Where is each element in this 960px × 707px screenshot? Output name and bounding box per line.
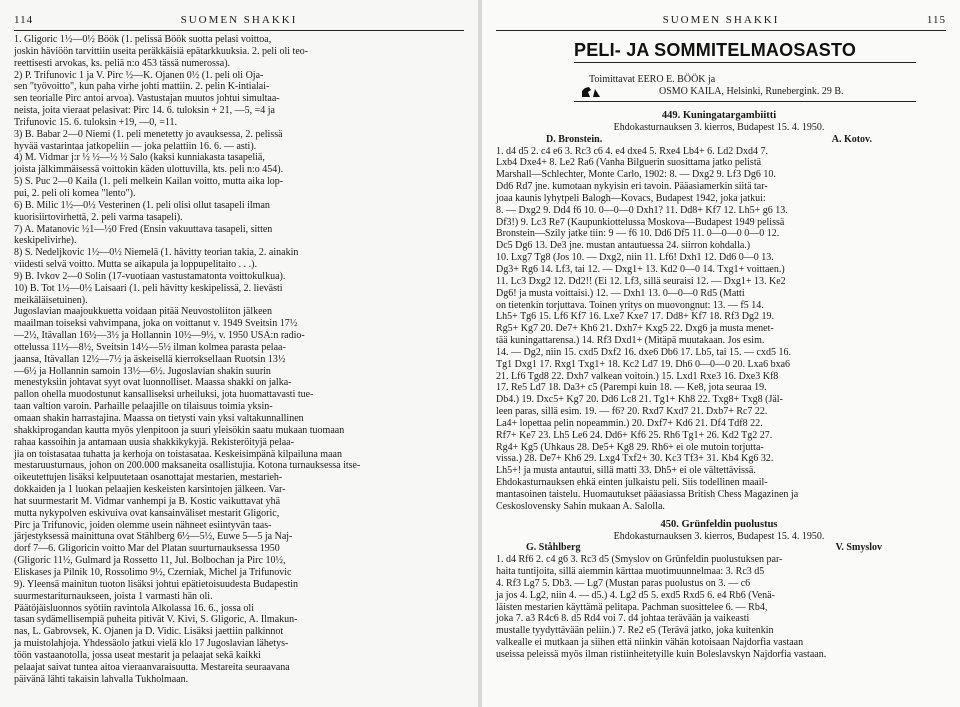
body-text-line: dokkaiden ja 1 luokan pelaajien keskeisten karsintojen jälkeen. Var- <box>14 484 286 496</box>
move-text-line: leen paras, sillä esim. 19. — f6? 20. Rxd7 Kxd7 21. Dxb7+ Rc7 22. <box>496 406 768 418</box>
game-449-title: 449. Kuningatargambiitti <box>661 110 777 121</box>
body-text-line: mutta nykypolven eskivuiva ovat kansainväliset mestarit Gligoric, <box>14 507 280 519</box>
body-text-line: rahaa kassoihin ja antamaan uusia shakkikykyjä. Rekisteröityjä pelaa- <box>14 436 294 448</box>
game-450-title: 450. Grünfeldin puolustus <box>660 518 778 530</box>
move-text-line: mantasoinen taistelu. Huomautukset pääasiassa British Chess Magazinen ja <box>496 489 799 500</box>
white-player: G. Ståhlberg <box>526 542 581 554</box>
body-text-line: reettisesti arvokas, ks. peliä n:o 453 tässä numerossa). <box>14 57 231 69</box>
page-number: 115 <box>926 14 946 26</box>
body-text-line: sen teorialle Pirc antoi arvoa). Vastustajan muutos johtui simultaa- <box>14 93 280 105</box>
move-text-line: mustalle tyydyttävään peliin.) 7. Re2 e5 (Terävä jatko, joka kuitenkin <box>496 625 774 637</box>
body-text-line: 3) B. Babar 2—0 Niemi (1. peli menetetty jo avauksessa, 2. pelissä <box>14 128 283 140</box>
body-text-line: jaansa, Itävallan 12½—7½ ja äskeisellä kierroksellaan Ruotsin 13½ <box>14 353 286 365</box>
body-text-line: dorf 7—6. Gligoricin voitto Mar del Platan suurturnauksessa 1950 <box>14 543 280 555</box>
move-text-line: vissa.) 28. De7+ Kh6 29. Lxg4 Txf2+ 30. Kc3 Tf3+ 31. Kb4 Kg6 32. <box>496 453 774 465</box>
black-player: V. Smyslov <box>835 542 882 554</box>
body-text-line: töön vastaanotolla, jossa useat mestarit ja pelaajat sekä kaikki <box>14 649 261 661</box>
body-text-line: maailman toiseksi vahvimpana, joka on voittanut v. 1949 Sveitsin 17½ <box>14 318 298 330</box>
move-text-line: Dg6! ja musta voittaisi.) 12. — Dxh1 13. 0—0—0 Rd5 (Matti <box>496 287 745 299</box>
body-text-line: pelaajat saivat tuntea aitoa vieraanvaraisuutta. Mestareita seuraavana <box>14 661 290 673</box>
move-text-line: Rg4+ Kg5 (Uhkaus 28. De5+ Kg8 29. Rh6+ ei ole mutoin torjutta- <box>496 441 764 453</box>
move-text-line: Df3!) 9. Lc3 Re7 (Kaupunkiottelussa Moskova—Budapest 1949 pelissä <box>496 216 785 228</box>
game-450-players <box>496 542 942 554</box>
body-text-line: Pirc ja Trifunovic, joiden olemme usein nähneet esiintyvän taas- <box>14 519 272 531</box>
body-text-line: 4) M. Vidmar j:r ½ ½—½ ½ Salo (kaksi kunniakasta tasapeliä, <box>14 152 265 164</box>
body-text-line: hyvää vastarintaa jatkopeliin — joka pelattiin 16. 6. — asti). <box>14 140 257 152</box>
body-text-line: nas, L. Gabrovsek, K. Ojanen ja D. Vidic. Lisäksi jaettiin palkinnot <box>14 626 284 638</box>
body-text-line: viidesti selvä voitto. Mutta se aikapula ja loppupelitaito . . .). <box>14 259 258 271</box>
move-text-line: 21. Lf6 Tgd8 22. Dxh7 valkean voitoin.) 15. Lxd1 Rxe3 16. Dxe3 Kf8 <box>496 370 779 382</box>
body-text-line: —2½, Itävallan 16½—3½ ja Hollannin 10½—9½, v. 1950 USA:n radio- <box>14 330 305 342</box>
body-text-line: päivänä lähti takaisin lahvalla Tukholmaan. <box>14 673 189 685</box>
move-text-line: 10. Lxg7 Tg8 (Jos 10. — Dxg2, niin 11. Lf6! Dxh1 12. Dd6 0—0 13. <box>496 252 774 264</box>
body-text-line: 2) P. Trifunovic 1 ja V. Pirc ½—K. Ojanen 0½ (1. peli oli Oja- <box>14 69 264 81</box>
move-text-line: läisten mestarien käyttämä pelitapa. Pachman suosittelee 6. — Rb4, <box>496 601 768 613</box>
page-header <box>496 14 946 28</box>
move-text-line: tää kuningattarensa.) 14. Rf3 Dxd1+ (Mitäpä muutakaan. Jos esim. <box>496 335 765 347</box>
body-text-line: pui, 2. peli oli komea "lento"). <box>14 187 136 199</box>
move-text-line: Dc5 Dg6 13. De3 jne. mustan antautuessa 24. siirron kohdalla.) <box>496 240 751 252</box>
body-text-line: 7) A. Matanovic ½1—½0 Fred (Ensin vakuuttava tasapeli, sitten <box>14 223 273 235</box>
move-text-line: 11. Lc3 Dxg2 12. Dd2!! (Ei 12. Lf3, sillä seuraisi 12. — Dxg1+ 13. Ke2 <box>496 275 786 287</box>
right-page <box>482 0 960 707</box>
move-text-line: 1. d4 d5 2. c4 e6 3. Rc3 c6 4. e4 dxe4 5. Rxe4 Lb4+ 6. Ld2 Dxd4 7. <box>496 145 768 157</box>
game-449-event: Ehdokasturnauksen 3. kierros, Budapest 15. 4. 1950. <box>613 121 825 133</box>
body-text-line: tasan sydämellisempiä puheita pitivät V. Kivi, S. Gligoric, A. Ilmakun- <box>14 614 298 626</box>
game-449-players <box>496 134 942 146</box>
body-text-line: (Gligoric 11½, Gulmard ja Rossetto 11, Jul. Bolbochan ja Pirc 10½, <box>14 555 286 567</box>
left-page <box>0 0 478 707</box>
body-text-line: 9). Yleensä mainitun tuoton lisäksi johtui epätietoisuudesta Budapestin <box>14 578 299 590</box>
game-449-moves <box>496 146 942 513</box>
move-text-line: 14. — Dg2, niin 15. cxd5 Dxf2 16. dxe6 Db6 17. Lb5, tai 15. — cxd5 16. <box>496 346 791 358</box>
editors-line-1: Toimittavat EERO E. BÖÖK ja <box>589 74 716 85</box>
move-text-line: on tietenkin torjuttava. Toinen yritys on muovongnut: 13. — f5 14. <box>496 299 764 311</box>
body-text-line: jia on toistasataa tuhatta ja kerhoja on toistasataa. Keskeisimpänä kilpailuna maan <box>14 448 342 460</box>
body-text-line: Jugoslavian maajoukkuetta voidaan pitää Neuvostoliiton jälkeen <box>14 306 272 318</box>
move-text-line: Ceskoslovensky Sahin mukaan A. Salolla. <box>496 500 665 512</box>
running-title: SUOMEN SHAKKI <box>662 14 780 26</box>
editors-line-2: OSMO KAILA, Helsinki, Runebergink. 29 B. <box>659 86 844 97</box>
body-text-line: järjestyksessä mainittuna ovat Stählberg 6½—5½, Euwe 5—5 ja Naj- <box>14 531 293 543</box>
move-text-line: joka 7. a3 R4c6 8. d5 Rd4 voi 7. d4 johtaa terävään ja vaikeasti <box>496 613 750 625</box>
move-text-line: La4+ lopettaa pelin nopeammin.) 20. Dxf7+ Kd6 21. Df4 Tdf8 22. <box>496 417 763 429</box>
move-text-line: Marshall—Schlechter, Monte Carlo, 1902: 8. — Dxg2 9. Lf3 Dg6 10. <box>496 169 776 181</box>
body-text-line: hat suurmestarit M. Vidmar vanhempi ja B. Kostic vaikuttavat yhä <box>14 495 281 507</box>
body-text-line: taan valtion varoin. Parhaille pelaajille on tilaisuus toimia yksin- <box>14 401 273 413</box>
move-text-line: Dd6 Rd7 jne. kumotaan nykyisin eri tavoin. Pääasiamerkin siitä tar- <box>496 181 768 193</box>
body-text-line: sen "työvoitto", kun paha virhe johti mattiin. 2. pelin K-intialai- <box>14 81 270 93</box>
section-heading: PELI- JA SOMMITELMAOSASTO <box>574 40 857 60</box>
body-text-line: 10) B. Tot 1½—0½ Laisaari (1. peli hävitty keskipelissä, 2. lievästi <box>14 282 283 294</box>
body-text-line: kuorisiirtovirhettä, 2. peli varma tasapeli). <box>14 211 183 223</box>
body-text-line: 8) S. Nedeljkovic 1½—0½ Niemelä (1. hävitty teorian takia, 2. ainakin <box>14 247 299 259</box>
body-text-line: neista, joita vieraat pelasivat: Pirc 14. 6. tuloksin + 21, —5, =4 ja <box>14 105 275 117</box>
body-text-line: menestyksiin johtavat syyt ovat luonnolliset. Maassa shakki on jalka- <box>14 377 292 389</box>
left-text-column <box>14 34 460 685</box>
move-text-line: joaa kaunis lyhytpeli Balogh—Kovacs, Budapest 1942, joka jatkui: <box>496 192 766 204</box>
move-text-line: Lh5+! ja musta antautui, sillä matti 33. Dh5+ ei ole vältettävissä. <box>496 465 756 477</box>
page-number: 114 <box>14 14 34 26</box>
body-text-line: Eliskases ja Pilnik 10, Rossolimo 9½, Czerniak, Michel ja Trifunovic <box>14 566 292 578</box>
editors-credit <box>589 74 844 98</box>
section-heading-rule <box>574 62 916 63</box>
header-rule <box>14 30 464 31</box>
body-text-line: joista jälkimmäisessä voittokin käden ulottuvilla, kts. peli n:o 454). <box>14 164 284 176</box>
body-text-line: joskin häviöön tarvittiin useita peräkkäisiä epätarkkuuksia. 2. peli oli teo- <box>14 45 309 57</box>
body-text-line: meikäläisetuinen). <box>14 294 88 306</box>
body-text-line: 5) S. Puc 2—0 Kaila (1. peli melkein Kailan voitto, mutta aika lop- <box>14 176 284 188</box>
game-450-moves <box>496 554 942 661</box>
header-rule <box>496 30 946 31</box>
body-text-line: Trifunovic 15. 6. tuloksin +19, —0, =11. <box>14 116 178 128</box>
body-text-line: shakkiprogandan kautta myös ylenpitoon ja suuri yleisökin saatu mukaan tuomaan <box>14 424 345 436</box>
editors-rule <box>574 101 916 102</box>
move-text-line: Rg5+ Kg7 20. De7+ Kh6 21. Dxh7+ Kxg5 22. Dxg6 ja musta menet- <box>496 323 774 335</box>
move-text-line: Dg3+ Rg6 14. Lf3, tai 12. — Dxg1+ 13. Kd2 0—0 14. Txg1+ voittaen.) <box>496 263 785 275</box>
move-text-line: 8. — Dxg2 9. Dd4 f6 10. 0—0—0 Dxh1? 11. Dd8+ Kf7 12. Lh5+ g6 13. <box>496 204 788 216</box>
body-text-line: ottelussa 11½—8½, Sveitsin 14½—5½ ilman kolmea parasta pelaa- <box>14 341 286 353</box>
body-text-line: keskipelivirhe). <box>14 235 77 247</box>
move-text-line: 17. Re5 Ld7 18. Da3+ c5 (Parempi kuin 18. — Ke8, jota seuraa 19. <box>496 382 767 394</box>
black-player: A. Kotov. <box>831 133 872 145</box>
body-text-line: mestaruusturnaus, johon on 200.000 maksaneita osallistujia. Kotona turnauksessa itse- <box>14 460 361 472</box>
move-text-line: Tg1 Dxg1 17. Rxg1 Txg1+ 18. Kc2 Ld7 19. Dh6 0—0—0 20. Lxa6 bxa6 <box>496 358 791 370</box>
body-text-line: ja muistolahjoja. Yhdessäolo jatkui vielä klo 17 Jugoslavian lähetys- <box>14 638 289 650</box>
move-text-line: valkealle ei mutkaan ja siihen että niinkin vähän kotoisaan Najdorfia vastaan <box>496 637 804 649</box>
move-text-line: 1. d4 Rf6 2. c4 g6 3. Rc3 d5 (Smyslov on Grünfeldin puolustuksen par- <box>496 554 783 566</box>
body-text-line: —6½ ja Hollannin samoin 13½—6½. Jugoslavian shakin suurin <box>14 365 271 377</box>
body-text-line: 6) B. Milic 1½—0½ Vesterinen (1. peli olisi ollut tasapeli ilman <box>14 199 270 211</box>
game-450-event: Ehdokasturnauksen 3. kierros, Budapest 15. 4. 1950. <box>613 530 825 542</box>
move-text-line: useissa peleissä myös ilman ristiinheitetyille kuin Boleslavskyn Najdorfia vastaan. <box>496 648 827 660</box>
move-text-line: Lxb4 Dxe4+ 8. Le2 Ra6 (Vanha Bilguerin suosittama jatko pelistä <box>496 157 762 169</box>
body-text-line: oikeutettujen lisäksi kelpuutetaan osanottajat mestarien, mestarieh- <box>14 472 283 484</box>
move-text-line: Lh5+ Tg6 15. Lf6 Kf7 16. Lxe7 Kxe7 17. Dd8+ Kf7 18. Rf3 Dg2 19. <box>496 311 775 323</box>
body-text-line: omaan shakin harrastajina. Maassa on tietysti vain yksi valtakunnallinen <box>14 413 304 424</box>
body-text-line: pallon ohella muodostunut kansalliseksi urheiluksi, jota huomattavasti tue- <box>14 389 314 401</box>
body-text-line: 1. Gligoric 1½—0½ Böök (1. pelissä Böök suotta pelasi voittoa, <box>14 34 272 45</box>
body-text-line: suurmestariturnaukseen, joista 1 varmasti hän oli. <box>14 590 213 602</box>
body-text-line: 9) B. Ivkov 2—0 Solin (17-vuotiaan vastustamatonta voittokulkua). <box>14 270 286 282</box>
move-text-line: Db4.) 19. Dxc5+ Kg7 20. Dd6 Lc8 21. Tg1+ Kh8 22. Txg8+ Txg8 (Jäl- <box>496 394 783 406</box>
right-text-column <box>496 110 942 661</box>
white-player: D. Bronstein. <box>546 133 603 145</box>
move-text-line: Ehdokasturnauksen ehkä einten julkaistu peli. Siis todellinen maail- <box>496 477 768 489</box>
move-text-line: ja jos 4. Lg2, niin 4. — d5.) 4. Lg2 d5 5. exd5 Rxd5 6. e4 Rb6 (Venä- <box>496 589 775 601</box>
knight-logo-icon <box>580 85 602 99</box>
move-text-line: Rf7+ Ke7 23. Lh5 Le6 24. Dd6+ Kf6 25. Rh6 Tg1+ 26. Kd2 Tg2 27. <box>496 429 773 441</box>
page-header <box>14 14 464 28</box>
move-text-line: Bronstein—Szily jatke tiin: 9 — f6 10. Dd6 Df5 11. 0—0—0 0—0 12. <box>496 228 780 240</box>
body-text-line: Päätöjäisluonnos syötiin ravintola Alkolassa 16. 6., jossa oli <box>14 602 254 614</box>
running-title: SUOMEN SHAKKI <box>180 14 298 26</box>
move-text-line: haita tuntijoita, sillä aiemmin kärttaa muotimuunnelmaa: 3. Rc3 d5 <box>496 566 765 578</box>
move-text-line: 4. Rf3 Lg7 5. Db3. — Lg7 (Mustan paras puolustus on 3. — c6 <box>496 577 751 589</box>
